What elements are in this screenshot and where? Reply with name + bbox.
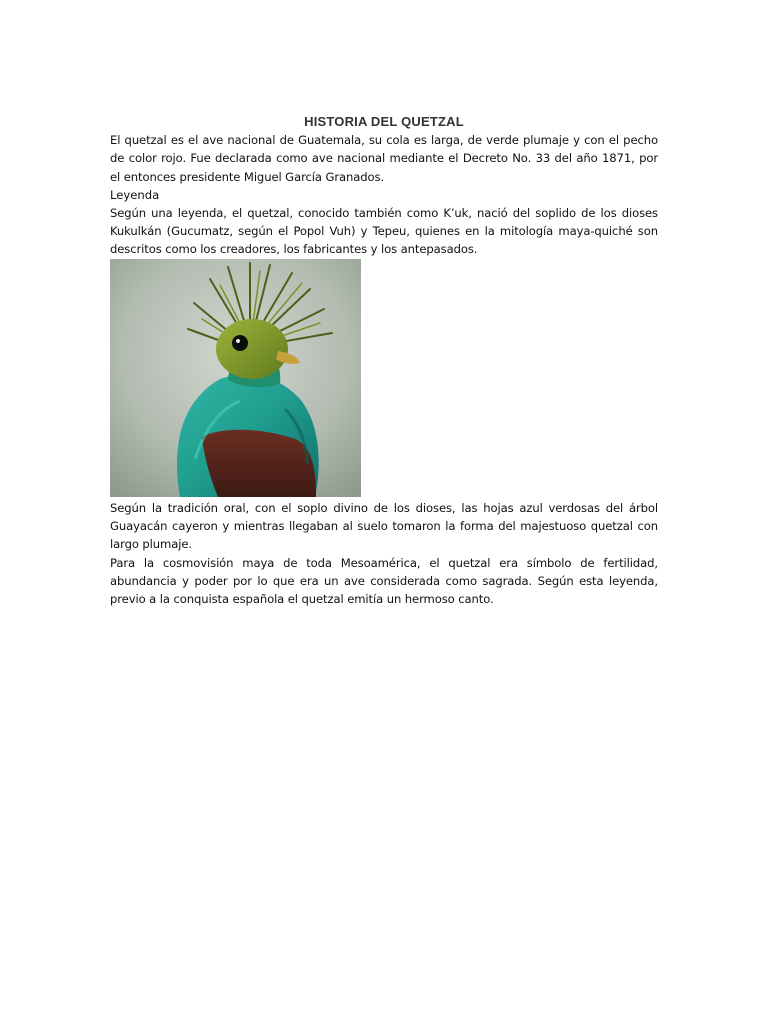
- quetzal-image: [110, 259, 361, 497]
- quetzal-illustration: [110, 259, 361, 497]
- paragraph-cosmovision: Para la cosmovisión maya de toda Mesoamérica, el quetzal era símbolo de fertilidad, abundancia y poder por lo que era un ave considerada como sagrada. Según esta leyenda, previo a la conquista española el quetzal emitía un hermoso canto.: [110, 555, 658, 607]
- document-title: HISTORIA DEL QUETZAL: [304, 114, 464, 129]
- paragraph-intro: El quetzal es el ave nacional de Guatemala, su cola es larga, de verde plumaje y con el pecho de color rojo. Fue declarada como ave nacional mediante el Decreto No. 33 del año 1871, por el entonces presidente Miguel García Granados.: [110, 133, 658, 184]
- document-body: [110, 113, 658, 609]
- paragraph-legend: Según una leyenda, el quetzal, conocido también como K’uk, nació del soplido de los dioses Kukulkán (Gucumatz, según el Popol Vuh) y Tepeu, quienes en la mitología maya-quiché son descritos como los creadores, los fabricantes y los antepasados.: [110, 205, 658, 257]
- paragraph-tradition: Según la tradición oral, con el soplo divino de los dioses, las hojas azul verdosas del árbol Guayacán cayeron y mientras llegaban al suelo tomaron la forma del majestuoso quetzal con largo plumaje.: [110, 500, 658, 552]
- section-heading-leyenda: Leyenda: [110, 187, 160, 202]
